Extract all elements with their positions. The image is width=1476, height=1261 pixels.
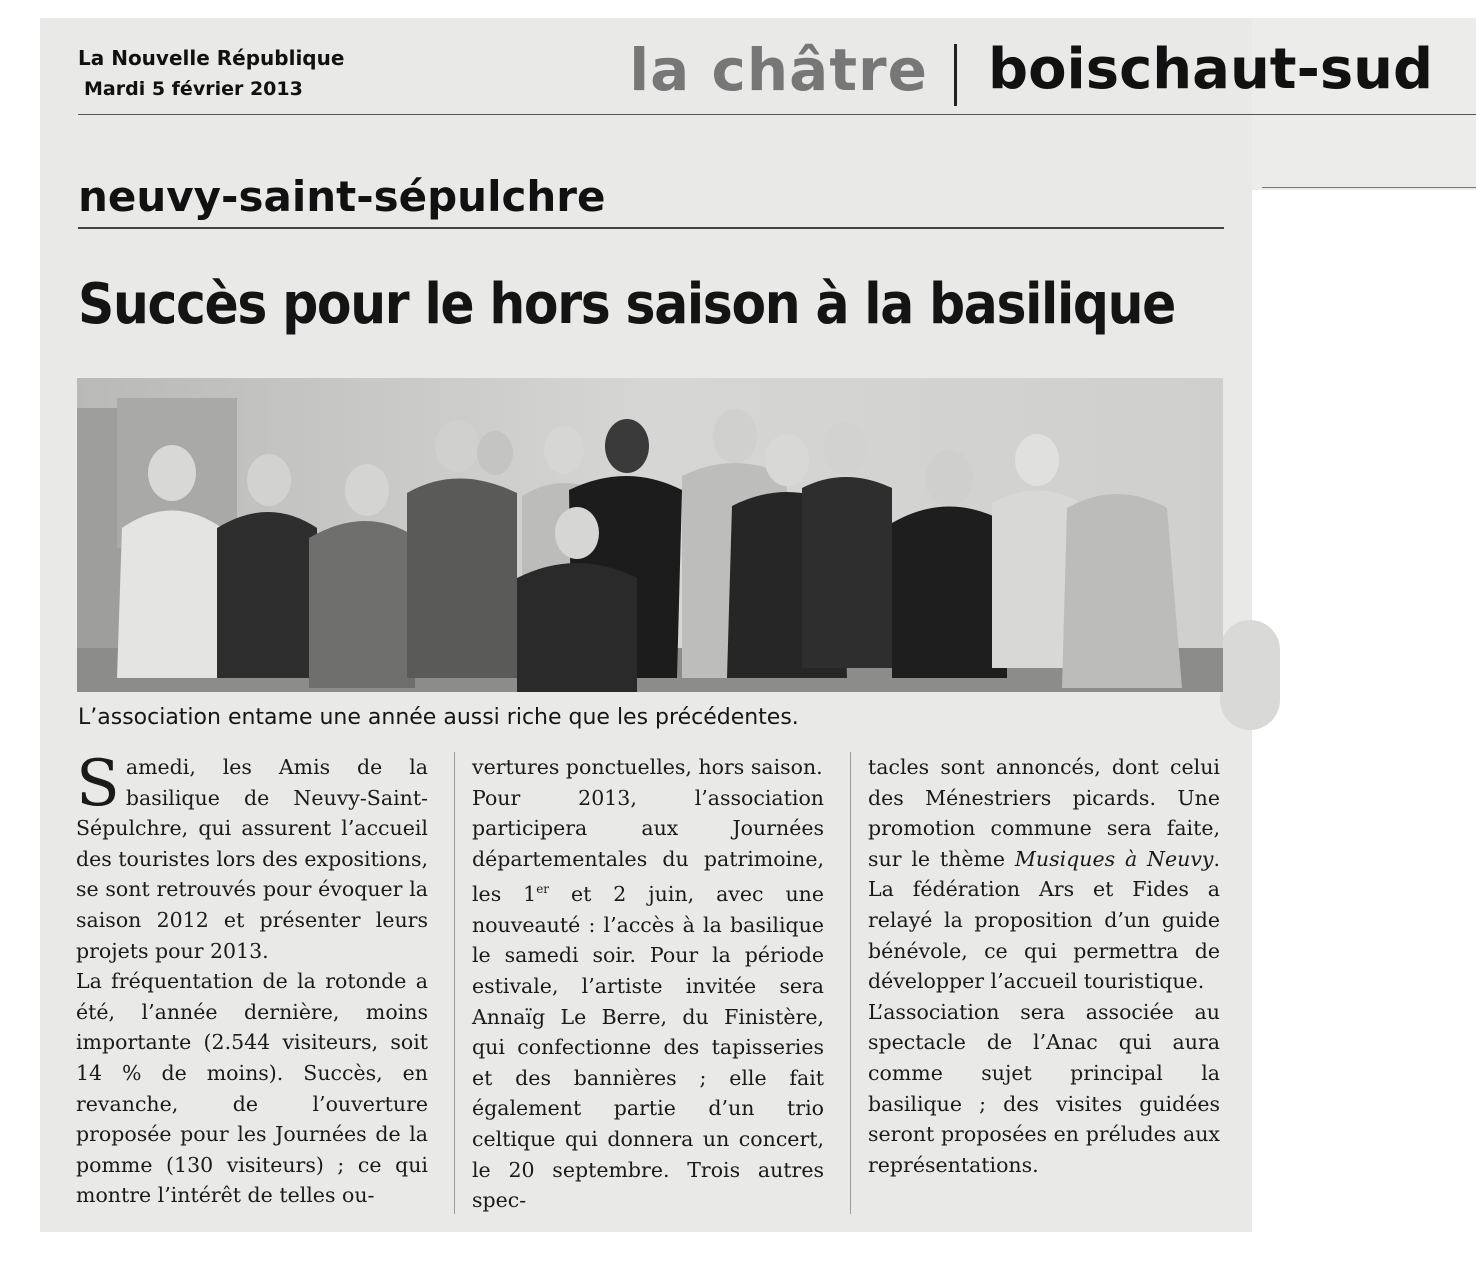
column-divider — [850, 752, 851, 1214]
newspaper-name: La Nouvelle République — [78, 46, 345, 70]
plans-text-a: Pour 2013, l’association participera aux Journées départementales du patrimoine, les 1 — [472, 785, 824, 907]
paragraph-2013-plans — [472, 783, 824, 1216]
paragraph-anac: L’association sera associée au spectacle de l’Anac qui aura comme sujet principal la basilique ; des visites guidées seront proposées en préludes aux représentations. — [868, 999, 1220, 1177]
article-headline: Succès pour le hors saison à la basilique — [78, 272, 1175, 337]
article-column-3 — [868, 752, 1220, 1180]
shows-text-b: . La fédération Ars et Fides a relayé la proposition d’un guide bénévole, ce qui permettra de développer l’accueil touristique. — [868, 846, 1221, 994]
section-separator — [954, 44, 957, 106]
masthead-rule — [78, 114, 1476, 115]
group-photo — [77, 378, 1223, 692]
shows-text-a: tacles sont annoncés, dont celui des Ménestriers picards. Une promotion commune sera faite, sur le thème — [868, 755, 1220, 871]
column-divider — [454, 752, 455, 1214]
paragraph-intro-text: amedi, les Amis de la basilique de Neuvy-Saint-Sépulchre, qui assurent l’accueil des touristes lors des expositions, se sont retrouvés pour évoquer la saison 2012 et présenter leurs projets pour 2013. — [76, 755, 428, 963]
issue-date: Mardi 5 février 2013 — [84, 78, 303, 100]
drop-cap: S — [76, 747, 120, 821]
town-rule — [78, 227, 1224, 229]
article-column-1 — [76, 747, 428, 1211]
paragraph-continued: vertures ponctuelles, hors saison. — [472, 755, 823, 779]
paragraph-intro — [76, 747, 428, 966]
theme-title: Musiques à Neuvy — [1014, 846, 1214, 871]
ordinal-superscript: er — [536, 882, 550, 897]
photo-caption: L’association entame une année aussi riche que les précédentes. — [78, 705, 799, 730]
bleed-through-mark — [1220, 620, 1280, 730]
town-heading: neuvy-saint-sépulchre — [78, 172, 606, 221]
section-la-chatre: la châtre — [629, 36, 928, 104]
paragraph-shows — [868, 752, 1220, 997]
margin-rule — [1262, 187, 1476, 188]
section-boischaut-sud: boischaut-sud — [988, 37, 1434, 102]
group-photo-illustration — [77, 378, 1223, 692]
paragraph-attendance: La fréquentation de la rotonde a été, l’année dernière, moins importante (2.544 visiteurs, soit 14 % de moins). Succès, en revanche, de l’ouverture proposée pour les Journées de la pomme (130 visiteurs) ; ce qui montre l’intérêt de telles ou- — [76, 969, 428, 1208]
plans-text-b: et 2 juin, avec une nouveauté : l’accès à la basilique le samedi soir. Pour la période estivale, l’artiste invitée sera Annaïg Le Berre, du Finistère, qui confectionne des tapisseries et des bannières ; elle fait également partie d’un trio celtique qui donnera un concert, le 20 septembre. Trois autres spec- — [472, 882, 824, 1213]
article-column-2 — [472, 752, 824, 1216]
